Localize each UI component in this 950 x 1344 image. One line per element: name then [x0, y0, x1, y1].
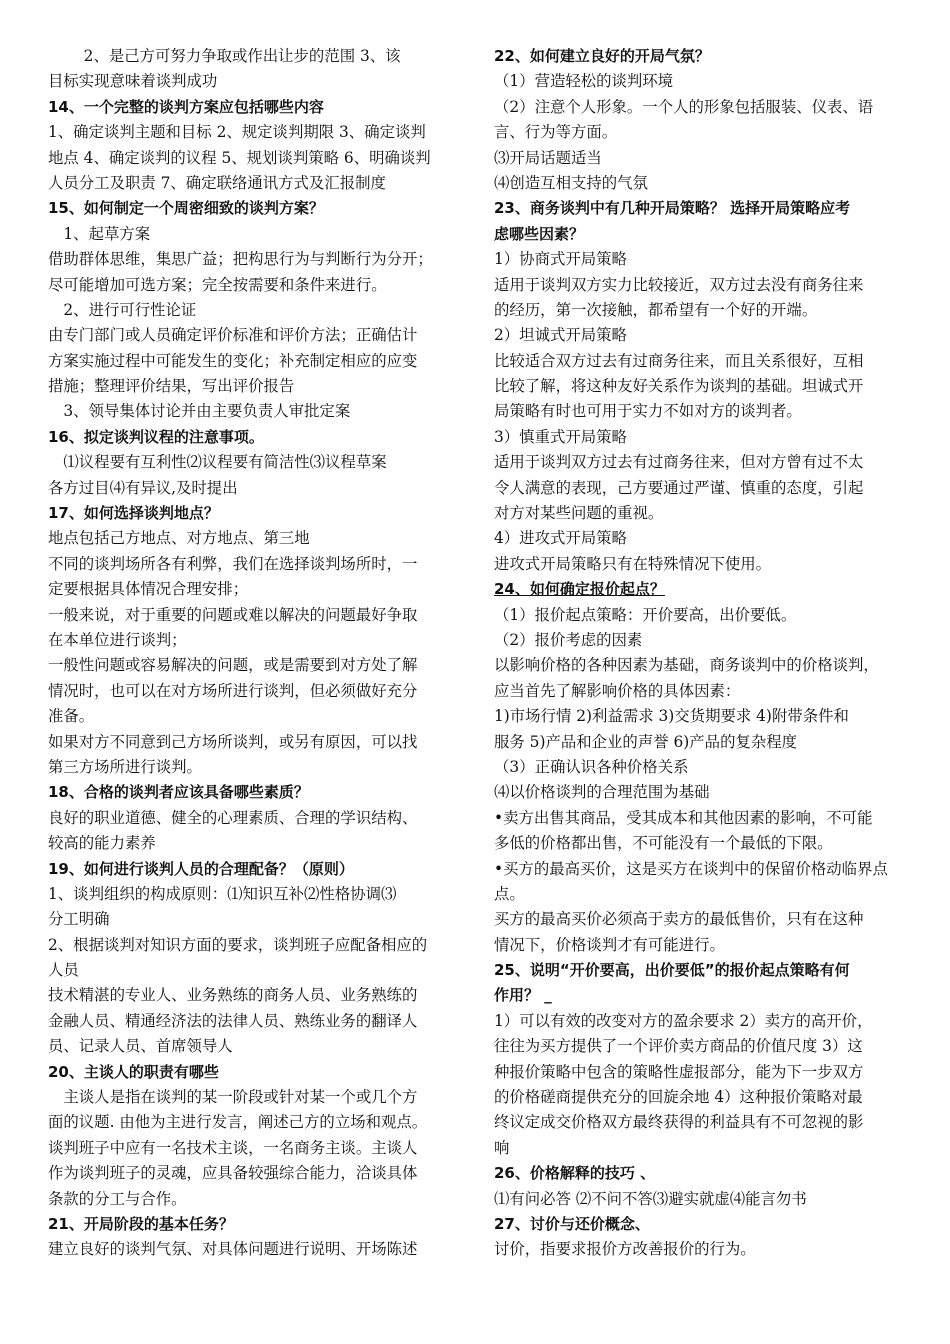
text-line: 作为谈判班子的灵魂，应具备较强综合能力，洽谈具体 [48, 1164, 418, 1183]
text-line: 局策略有时也可用于实力不如对方的谈判者。 [494, 402, 802, 421]
text-line: •买方的最高买价，这是买方在谈判中的保留价格动临界点 [494, 859, 888, 878]
section-heading: 21、开局阶段的基本任务？ [48, 1214, 234, 1233]
text-line: 技术精湛的专业人、业务熟练的商务人员、业务熟练的 [48, 986, 418, 1005]
text-line: 讨价，指要求报价方改善报价的行为。 [494, 1240, 756, 1259]
text-line: 令人满意的表现，己方要通过严谨、慎重的态度，引起 [494, 478, 864, 497]
section-heading: 15、如何制定一个周密细致的谈判方案？ [48, 199, 324, 218]
text-line: 较高的能力素养 [48, 834, 156, 853]
text-line: 买方的最高买价必须高于卖方的最低售价，只有在这种 [494, 910, 864, 929]
text-line: 2）坦诚式开局策略 [494, 326, 627, 345]
text-line: 如果对方不同意到己方场所谈判，或另有原因，可以找 [48, 732, 418, 751]
text-line: ⑴有问必答 ⑵不问不答⑶避实就虚⑷能言勿书 [494, 1189, 807, 1208]
text-line: 2、进行可行性论证 [48, 300, 197, 319]
right-column [494, 44, 914, 1263]
section-heading: 27、讨价与还价概念、 [494, 1214, 650, 1233]
section-heading: 26、价格解释的技巧 、 [494, 1164, 656, 1183]
text-line: 情况时，也可以在对方场所进行谈判，但必须做好充分 [48, 681, 418, 700]
section-heading: 14、一个完整的谈判方案应包括哪些内容 [48, 97, 324, 116]
text-line: 1、谈判组织的构成原则：⑴知识互补⑵性格协调⑶ [48, 884, 397, 903]
section-heading: 作用？ _ [494, 986, 552, 1005]
text-line: ⑷创造互相支持的气氛 [494, 173, 648, 192]
text-line: 金融人员、精通经济法的法律人员、熟练业务的翻译人 [48, 1011, 418, 1030]
text-line: 终议定成交价格双方最终获得的利益具有不可忽视的影 [494, 1113, 864, 1132]
text-line: 面的议题. 由他为主进行发言，阐述己方的立场和观点。 [48, 1113, 428, 1132]
text-line: 情况下，价格谈判才有可能进行。 [494, 935, 725, 954]
text-line: 地点包括己方地点、对方地点、第三地 [48, 529, 310, 548]
text-line: 1、起草方案 [48, 224, 151, 243]
text-line: 进攻式开局策略只有在特殊情况下使用。 [494, 554, 772, 573]
text-line: 尽可能增加可选方案；完全按需要和条件来进行。 [48, 275, 387, 294]
text-line: 目标实现意味着谈判成功 [48, 72, 218, 91]
text-line: 响 [494, 1138, 510, 1157]
text-line: 不同的谈判场所各有利弊，我们在选择谈判场所时，一 [48, 554, 418, 573]
text-line: 2、根据谈判对知识方面的要求，谈判班子应配备相应的 [48, 935, 428, 954]
text-line: 2、是己方可努力争取或作出让步的范围 3、该 [48, 47, 401, 65]
text-line: 的价格磋商提供充分的回旋余地 4）这种报价策略对最 [494, 1088, 863, 1107]
text-line: 比较了解，将这种友好关系作为谈判的基础。坦诚式开 [494, 377, 864, 396]
text-line: 人员 [48, 961, 79, 980]
text-line: 良好的职业道德、健全的心理素质、合理的学识结构、 [48, 808, 418, 827]
text-line: （2）报价考虑的因素 [494, 630, 643, 649]
text-line: 种报价策略中包含的策略性虚报部分，能为下一步双方 [494, 1062, 864, 1081]
text-line: 地点 4、确定谈判的议程 5、规划谈判策略 6、明确谈判 [48, 148, 431, 167]
text-line: 以影响价格的各种因素为基础，商务谈判中的价格谈判， [494, 656, 879, 675]
text-line: 一般来说，对于重要的问题或难以解决的问题最好争取 [48, 605, 418, 624]
text-line: 第三方场所进行谈判。 [48, 757, 202, 776]
text-line: （1）营造轻松的谈判环境 [494, 72, 674, 91]
text-line: 人员分工及职责 7、确定联络通讯方式及汇报制度 [48, 173, 386, 192]
section-heading: 22、如何建立良好的开局气氛？ [494, 47, 710, 65]
text-line: 各方过目⑷有异议,及时提出 [48, 478, 238, 497]
text-line: 1）可以有效的改变对方的盈余要求 2）卖方的高开价， [494, 1011, 873, 1030]
text-line: 措施；整理评价结果，写出评价报告 [48, 377, 295, 396]
text-line: 多低的价格都出售，不可能没有一个最低的下限。 [494, 834, 833, 853]
text-line: 准备。 [48, 707, 95, 726]
text-line: 主谈人是指在谈判的某一阶段或针对某一个或几个方 [48, 1088, 418, 1107]
text-line: ⑴议程要有互利性⑵议程要有简洁性⑶议程草案 [48, 453, 387, 472]
text-line: 条款的分工与合作。 [48, 1189, 187, 1208]
section-heading: 20、主谈人的职责有哪些 [48, 1062, 219, 1081]
text-line: 方案实施过程中可能发生的变化；补充制定相应的应变 [48, 351, 418, 370]
text-line: 应当首先了解影响价格的具体因素： [494, 681, 741, 700]
text-line: 由专门部门或人员确定评价标准和评价方法；正确估计 [48, 326, 418, 345]
left-column [48, 44, 466, 1263]
text-line: 适用于谈判双方实力比较接近，双方过去没有商务往来 [494, 275, 864, 294]
text-line: 1）协商式开局策略 [494, 250, 627, 269]
section-heading: 16、拟定谈判议程的注意事项。 [48, 427, 264, 446]
text-line: •卖方出售其商品，受其成本和其他因素的影响，不可能 [494, 808, 873, 827]
text-line: 建立良好的谈判气氛、对具体问题进行说明、开场陈述 [48, 1240, 418, 1259]
text-line: 服务 5)产品和企业的声誉 6)产品的复杂程度 [494, 732, 798, 751]
text-line: 分工明确 [48, 910, 110, 929]
text-line: （2）注意个人形象。一个人的形象包括服装、仪表、语 [494, 97, 874, 116]
text-line: 言、行为等方面。 [494, 123, 618, 142]
text-line: 谈判班子中应有一名技术主谈，一名商务主谈。主谈人 [48, 1138, 418, 1157]
section-heading: 18、合格的谈判者应该具备哪些素质？ [48, 783, 309, 802]
text-line: 3）慎重式开局策略 [494, 427, 627, 446]
text-line: （3）正确认识各种价格关系 [494, 757, 689, 776]
text-line: 借助群体思维，集思广益；把构思行为与判断行为分开； [48, 250, 433, 269]
section-heading: 虑哪些因素？ [494, 224, 585, 243]
text-line: （1）报价起点策略：开价要高，出价要低。 [494, 605, 797, 624]
text-line: 一般性问题或容易解决的问题，或是需要到对方处了解 [48, 656, 418, 675]
section-heading: 23、商务谈判中有几种开局策略？ 选择开局策略应考 [494, 199, 851, 218]
text-line: 的经历，第一次接触，都希望有一个好的开端。 [494, 300, 818, 319]
text-line: 3、领导集体讨论并由主要负责人审批定案 [48, 402, 351, 421]
section-heading: 19、如何进行谈判人员的合理配备？（原则） [48, 859, 354, 878]
text-line: 1、确定谈判主题和目标 2、规定谈判期限 3、确定谈判 [48, 123, 426, 142]
text-line: 定要根据具体情况合理安排； [48, 580, 249, 599]
text-line: ⑷以价格谈判的合理范围为基础 [494, 783, 710, 802]
section-heading: 25、说明“开价要高，出价要低”的报价起点策略有何 [494, 961, 850, 980]
text-line: 比较适合双方过去有过商务往来，而且关系很好，互相 [494, 351, 864, 370]
text-line: 对方对某些问题的重视。 [494, 504, 664, 523]
text-line: 4）进攻式开局策略 [494, 529, 627, 548]
text-line: 往往为买方提供了一个评价卖方商品的价值尺度 3）这 [494, 1037, 863, 1056]
section-heading: 17、如何选择谈判地点？ [48, 504, 219, 523]
text-line: 适用于谈判双方过去有过商务往来，但对方曾有过不太 [494, 453, 864, 472]
text-line: 员、记录人员、首席领导人 [48, 1037, 233, 1056]
text-line: 在本单位进行谈判； [48, 630, 187, 649]
text-line: 点。 [494, 884, 525, 903]
text-line: 1)市场行情 2)利益需求 3)交货期要求 4)附带条件和 [494, 707, 849, 726]
section-heading: 24、如何确定报价起点？ [494, 580, 665, 599]
text-line: ⑶开局话题适当 [494, 148, 602, 167]
